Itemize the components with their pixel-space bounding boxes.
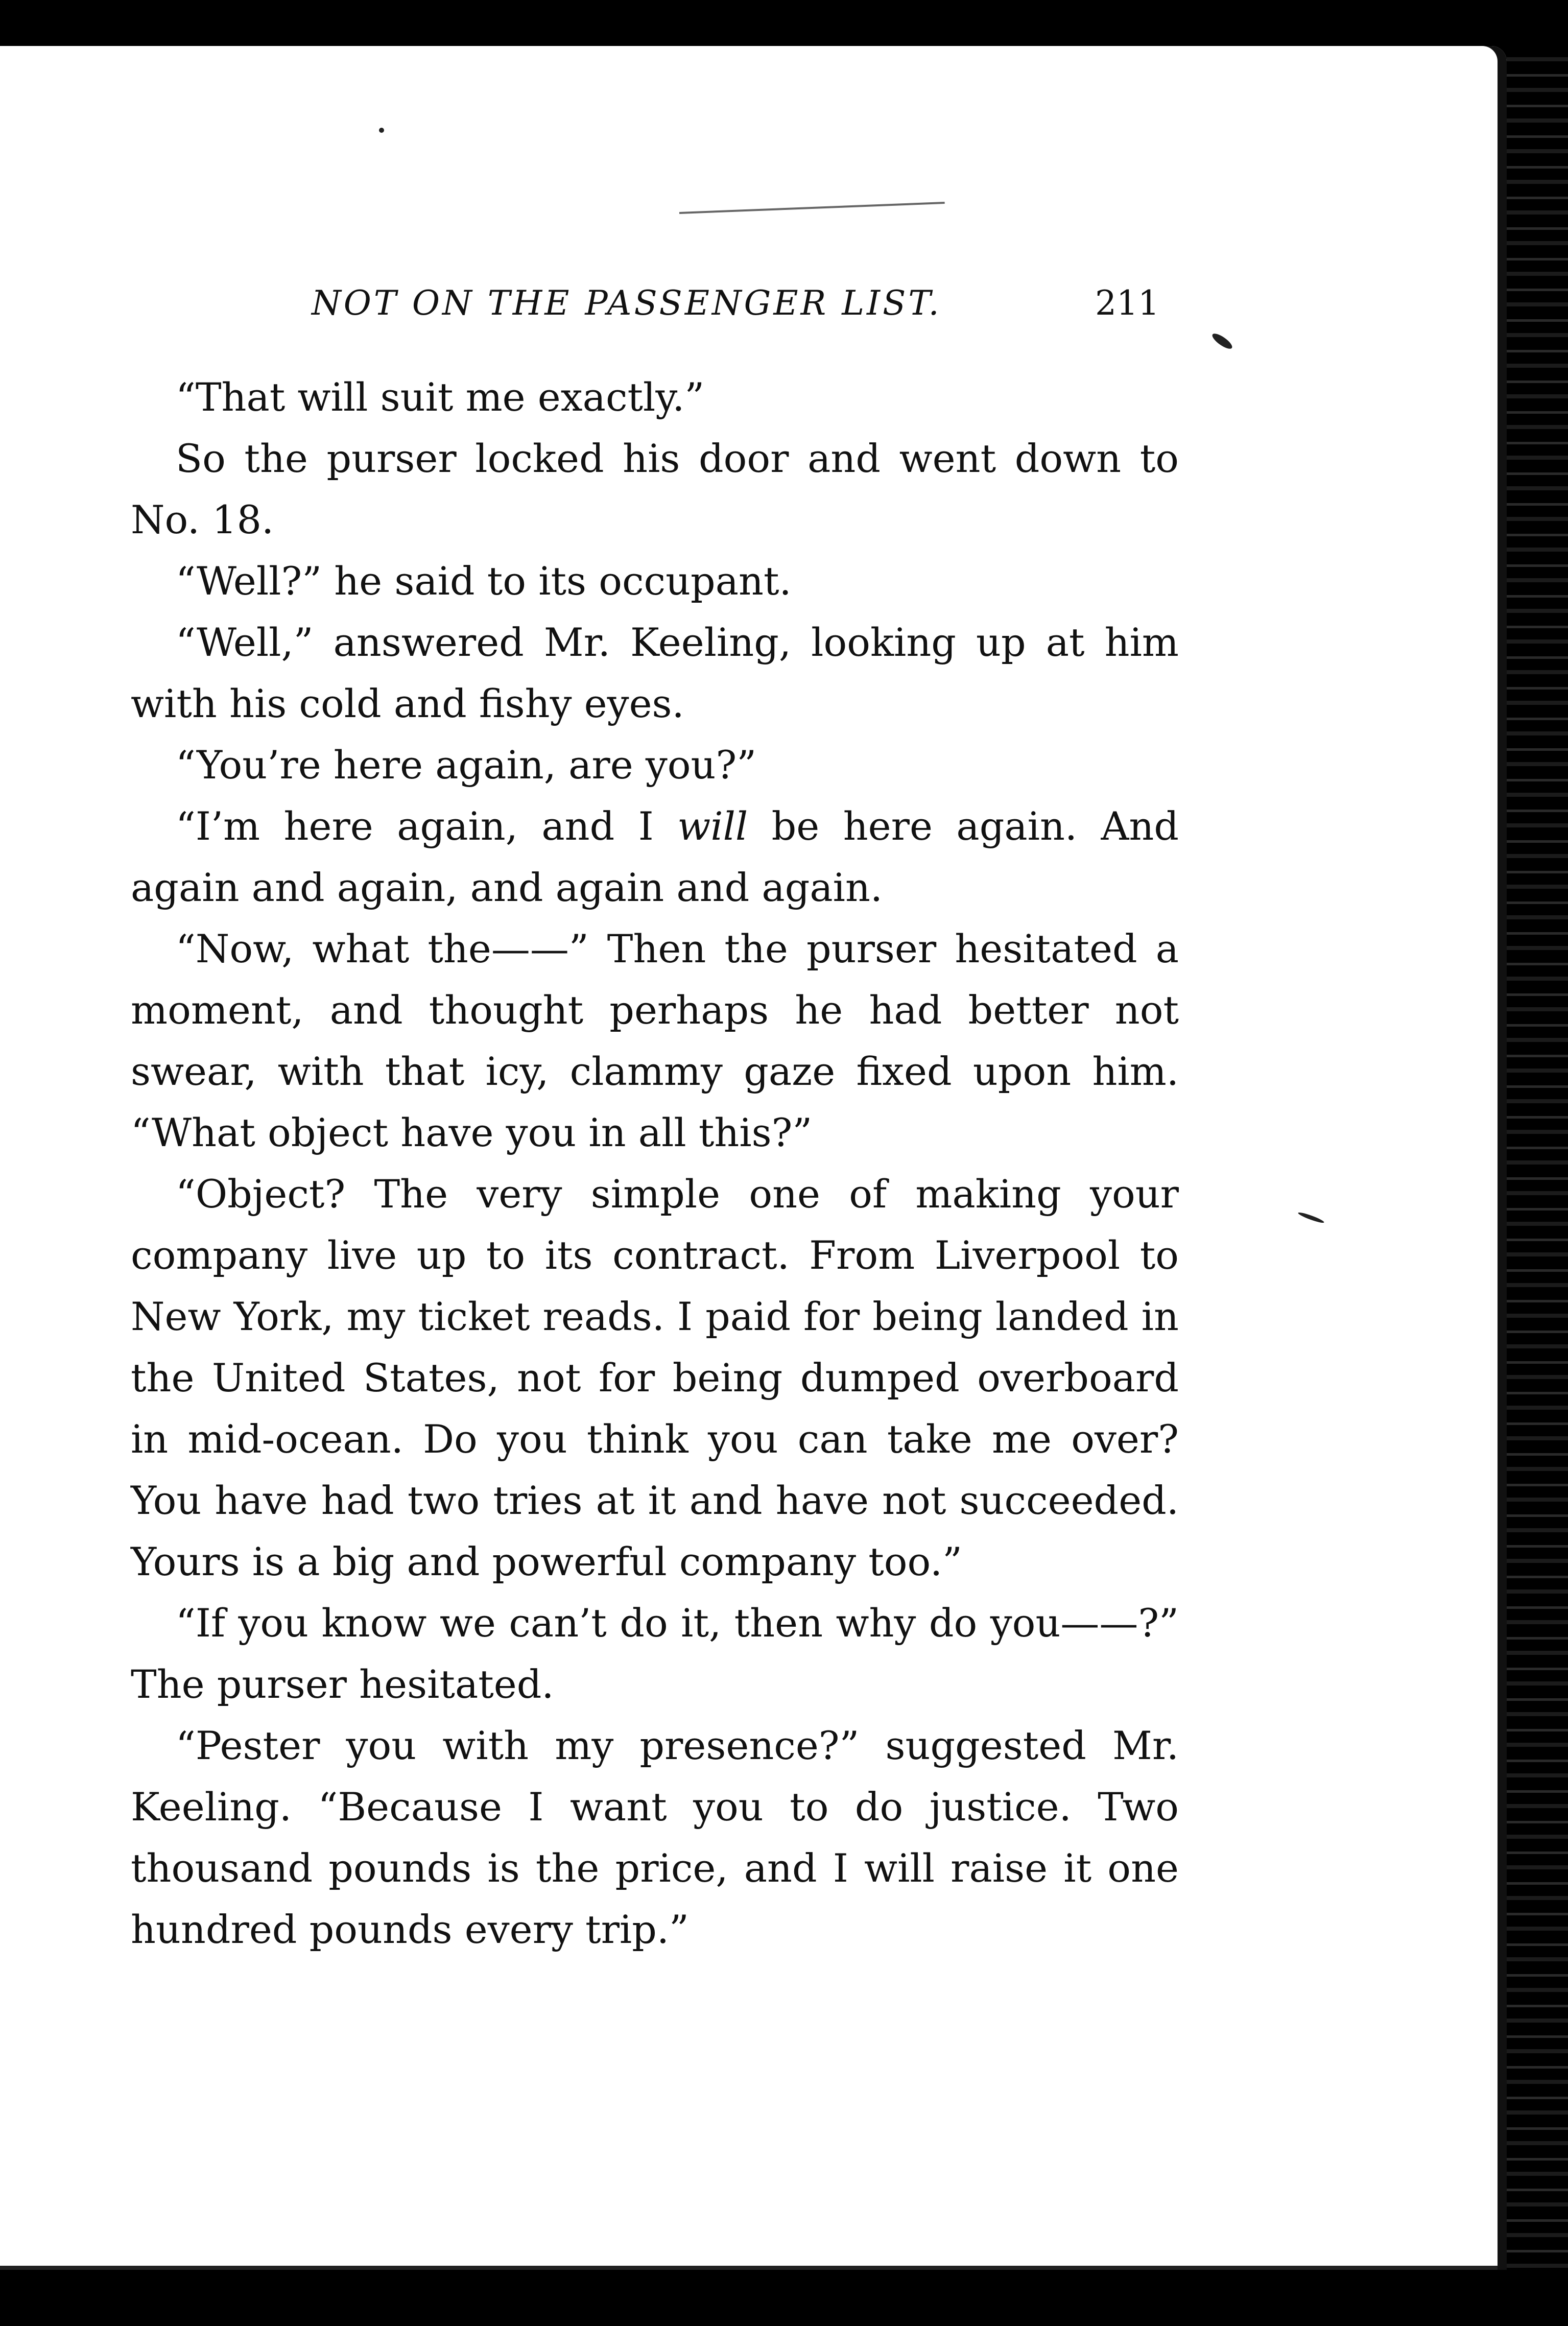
- page-edge-shadow: [1507, 46, 1568, 2293]
- paragraph-text: “I’m here again, and I: [176, 803, 678, 849]
- paragraph: “Well,” answered Mr. Keeling, looking up at him with his cold and fishy eyes.: [131, 620, 1179, 726]
- scan-speck: [379, 128, 384, 133]
- body-text: [131, 367, 1179, 1960]
- emphasized-word: will: [677, 803, 748, 849]
- paragraph: “Pester you with my presence?” suggested Mr. Keeling. “Because I want you to do justice. Two thousand pounds is the price, and I will raise it one hundred pounds every trip.”: [131, 1723, 1179, 1952]
- paragraph: “Now, what the——” Then the purser hesitated a moment, and thought perhaps he had better not swear, with that icy, clammy gaze fixed upon him. “What object have you in all this?”: [131, 926, 1179, 1155]
- paragraph: “Well?” he said to its occupant.: [176, 558, 792, 604]
- paragraph: “That will suit me exactly.”: [176, 374, 705, 420]
- paragraph: So the purser locked his door and went down to No. 18.: [131, 436, 1179, 542]
- paragraph: “If you know we can’t do it, then why do you——?” The purser hesitated.: [131, 1600, 1179, 1707]
- paragraph: “Object? The very simple one of making your company live up to its contract. From Liverpool to New York, my ticket reads. I paid for being landed in the United States, not for being dumped overboard in mid-ocean. Do you think you can take me over? You have had two tries at it and have not succeeded. Yours is a big and powerful company too.”: [131, 1171, 1179, 1584]
- paragraph: [131, 796, 1179, 918]
- paragraph-text: be here again. And again and again, and again and again.: [131, 803, 1179, 910]
- scan-border: [0, 2270, 1568, 2326]
- running-title: NOT ON THE PASSENGER LIST.: [312, 283, 942, 323]
- paragraph: “You’re here again, are you?”: [176, 742, 757, 788]
- running-header: [312, 283, 1159, 323]
- page-number: 211: [1095, 283, 1159, 323]
